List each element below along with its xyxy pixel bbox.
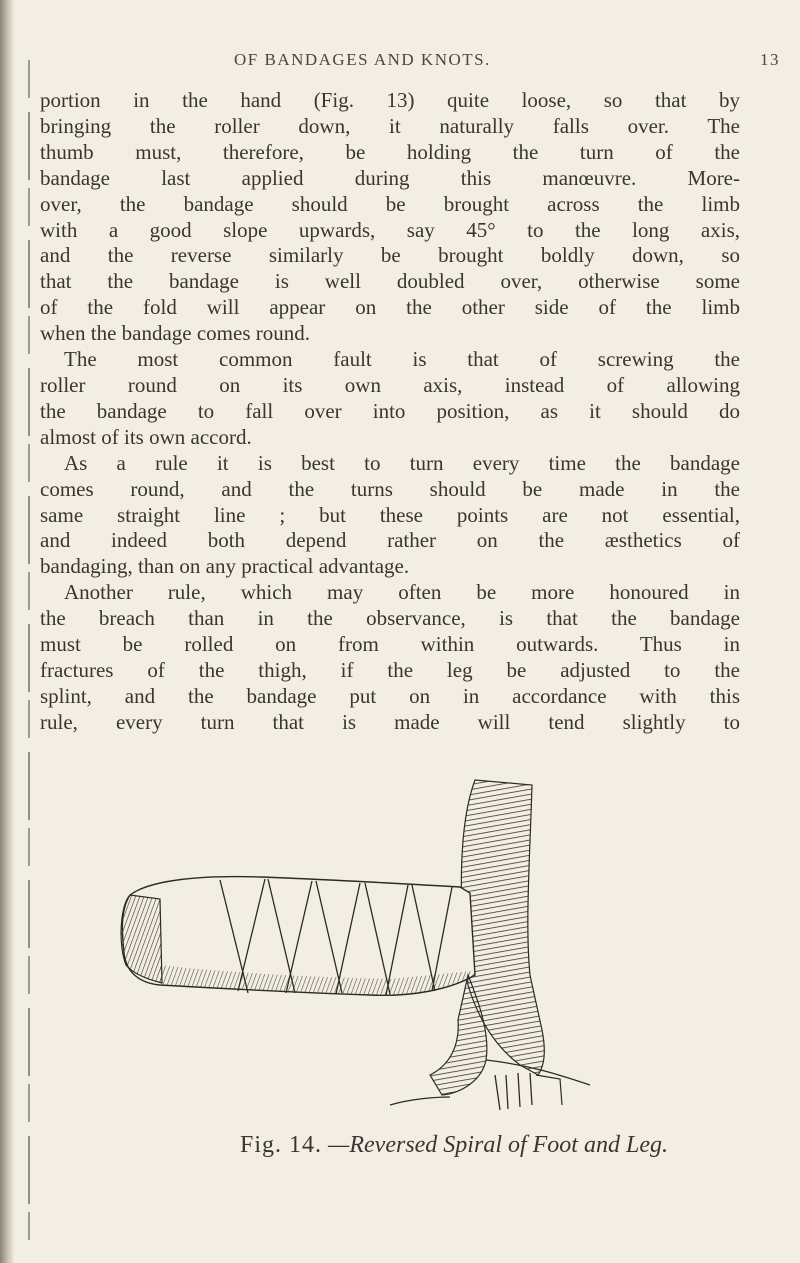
binding-edge (28, 60, 30, 1240)
text-line: thumb must, therefore, be holding the turn of the (40, 139, 740, 164)
text-line: and the reverse similarly be brought boldly down, so (40, 243, 740, 268)
page-gutter-shadow (0, 0, 14, 1263)
text-line: the bandage to fall over into position, as it should do (40, 398, 740, 423)
running-head-title: OF BANDAGES AND KNOTS. (234, 50, 491, 69)
text-line: same straight line ; but these points are not essential, (40, 502, 740, 527)
text-line: roller round on its own axis, instead of allowing (40, 372, 740, 397)
text-line: almost of its own accord. (40, 424, 252, 449)
text-line: portion in the hand (Fig. 13) quite loose, so that by (40, 88, 740, 112)
text-line: bandage last applied during this manœuvre. More- (40, 165, 740, 190)
figure-number: Fig. 14. (240, 1132, 323, 1158)
text-line: comes round, and the turns should be made in the (40, 476, 740, 501)
text-line: bandaging, than on any practical advantage. (40, 554, 410, 579)
paragraph (40, 451, 740, 581)
text-line: when the bandage comes round. (40, 321, 310, 346)
text-line: rule, every turn that is made will tend slightly to (40, 709, 740, 734)
text-line: and indeed both depend rather on the æsthetics of (40, 528, 740, 553)
bandaged-foot-and-leg-illustration-icon (90, 775, 650, 1115)
text-line: bringing the roller down, it naturally falls over. The (40, 113, 740, 138)
text-line: splint, and the bandage put on in accordance with this (40, 683, 740, 708)
text-line: As a rule it is best to turn every time the bandage (64, 450, 740, 475)
text-line: the breach than in the observance, is that the bandage (40, 606, 740, 631)
text-line: The most common fault is that of screwing the (64, 347, 740, 372)
paragraph (40, 347, 740, 451)
text-line: over, the bandage should be brought across the limb (40, 191, 740, 216)
paragraph (40, 580, 740, 735)
text-line: must be rolled on from within outwards. Thus in (40, 632, 740, 657)
text-line: that the bandage is well doubled over, otherwise some (40, 269, 740, 294)
text-line: of the fold will appear on the other side of the limb (40, 295, 740, 320)
text-line: fractures of the thigh, if the leg be adjusted to the (40, 657, 740, 682)
body-text (40, 88, 740, 736)
text-line: with a good slope upwards, say 45° to the long axis, (40, 217, 740, 242)
page-number: 13 (760, 50, 780, 69)
figure-caption (240, 1132, 668, 1159)
text-line: Another rule, which may often be more honoured in (64, 580, 740, 605)
figure-title: —Reversed Spiral of Foot and Leg. (328, 1132, 668, 1158)
paragraph (40, 88, 740, 347)
